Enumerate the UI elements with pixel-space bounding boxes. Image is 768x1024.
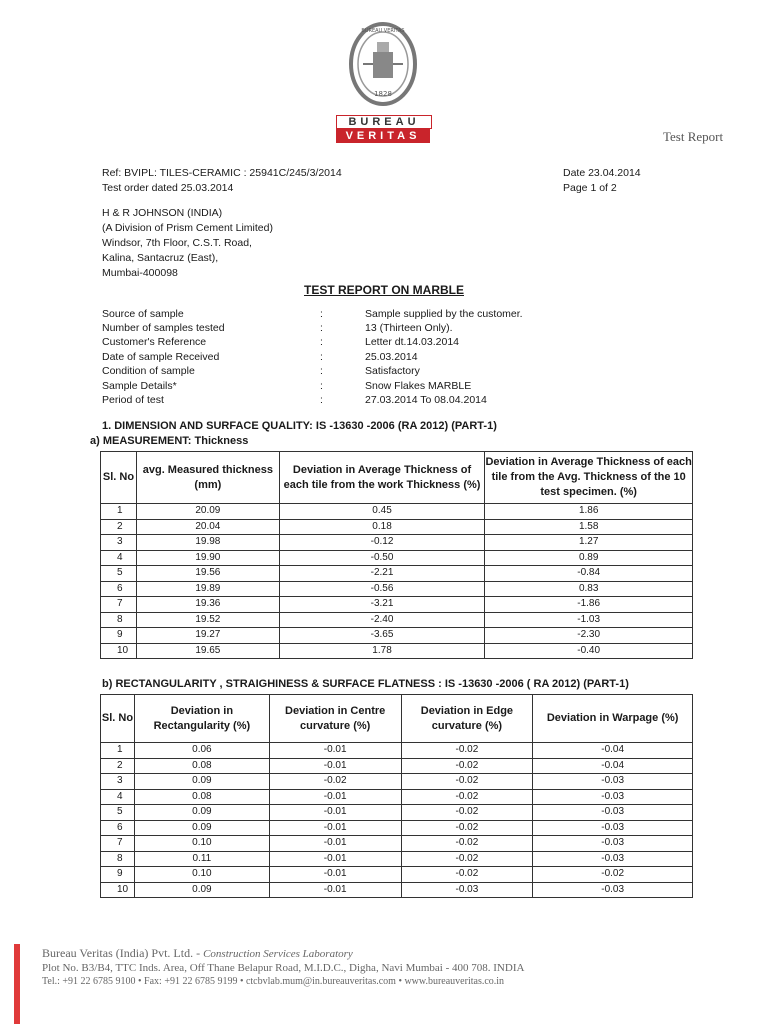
address-line: Windsor, 7th Floor, C.S.T. Road, (102, 237, 252, 249)
info-value: Satisfactory (365, 365, 420, 377)
cell: 20.09 (136, 504, 279, 520)
table-row (101, 612, 693, 628)
cell: 0.09 (134, 820, 269, 836)
cell: -0.02 (401, 805, 533, 821)
cell: -1.86 (485, 597, 693, 613)
cell: -0.03 (533, 882, 693, 898)
cell: 0.09 (134, 805, 269, 821)
info-value: Sample supplied by the customer. (365, 308, 523, 320)
cell: -2.30 (485, 628, 693, 644)
cell: 0.08 (134, 758, 269, 774)
info-label: Source of sample (102, 308, 184, 320)
cell: 1.86 (485, 504, 693, 520)
cell: 3 (101, 774, 135, 790)
cell: 0.10 (134, 836, 269, 852)
info-colon: : (320, 322, 323, 334)
col-header: Deviation in Rectangularity (%) (134, 695, 269, 743)
cell: -0.01 (269, 820, 401, 836)
table-row (101, 805, 693, 821)
table-row (101, 774, 693, 790)
cell: -0.01 (269, 867, 401, 883)
table-header-row (101, 695, 693, 743)
info-label: Customer's Reference (102, 336, 207, 348)
info-label: Sample Details* (102, 380, 177, 392)
cell: -0.01 (269, 789, 401, 805)
cell: -0.02 (401, 774, 533, 790)
cell: -2.21 (279, 566, 485, 582)
cell: -0.02 (401, 820, 533, 836)
cell: -0.12 (279, 535, 485, 551)
cell: 0.06 (134, 743, 269, 759)
cell: -0.56 (279, 581, 485, 597)
table-row (101, 504, 693, 520)
address-line: Kalina, Santacruz (East), (102, 252, 219, 264)
logo-word-veritas: VERITAS (336, 129, 430, 143)
cell: -0.50 (279, 550, 485, 566)
cell: 4 (101, 550, 137, 566)
cell: 0.45 (279, 504, 485, 520)
address-line: Mumbai-400098 (102, 267, 178, 279)
cell: 8 (101, 612, 137, 628)
cell: -0.02 (401, 743, 533, 759)
cell: 19.89 (136, 581, 279, 597)
footer-division: Construction Services Laboratory (203, 948, 353, 960)
info-colon: : (320, 336, 323, 348)
cell: 8 (101, 851, 135, 867)
col-header: Deviation in Average Thickness of each tile from the Avg. Thickness of the 10 test specimen. (%) (485, 452, 693, 504)
cell: -1.03 (485, 612, 693, 628)
thickness-table (100, 451, 693, 659)
cell: -2.40 (279, 612, 485, 628)
cell: -3.21 (279, 597, 485, 613)
cell: 7 (101, 597, 137, 613)
cell: -0.40 (485, 643, 693, 659)
cell: -0.02 (401, 789, 533, 805)
table-row (101, 789, 693, 805)
section-1a-heading: a) MEASUREMENT: Thickness (90, 435, 249, 447)
cell: -0.03 (401, 882, 533, 898)
cell: -0.02 (401, 867, 533, 883)
table-row (101, 566, 693, 582)
info-value: 25.03.2014 (365, 351, 418, 363)
cell: 0.09 (134, 774, 269, 790)
cell: -0.03 (533, 836, 693, 852)
test-report-tag: Test Report (663, 129, 724, 144)
info-label: Date of sample Received (102, 351, 220, 363)
cell: -0.03 (533, 820, 693, 836)
cell: -0.02 (269, 774, 401, 790)
test-order-date: Test order dated 25.03.2014 (102, 182, 234, 194)
cell: -0.01 (269, 836, 401, 852)
info-label: Period of test (102, 394, 164, 406)
info-label: Condition of sample (102, 365, 195, 377)
cell: -0.02 (401, 836, 533, 852)
cell: -0.02 (401, 758, 533, 774)
table-row (101, 851, 693, 867)
table-row (101, 882, 693, 898)
cell: 9 (101, 867, 135, 883)
cell: 3 (101, 535, 137, 551)
info-value: Letter dt.14.03.2014 (365, 336, 459, 348)
cell: -0.03 (533, 789, 693, 805)
cell: 2 (101, 519, 137, 535)
col-header: avg. Measured thickness (mm) (136, 452, 279, 504)
col-header: Deviation in Average Thickness of each tile from the work Thickness (%) (279, 452, 485, 504)
cell: 10 (101, 882, 135, 898)
info-colon: : (320, 308, 323, 320)
info-label: Number of samples tested (102, 322, 225, 334)
cell: 19.52 (136, 612, 279, 628)
cell: -0.01 (269, 743, 401, 759)
ref-number: Ref: BVIPL: TILES-CERAMIC : 25941C/245/3/2014 (102, 167, 342, 179)
bureau-veritas-logo (333, 20, 433, 145)
cell: 1.27 (485, 535, 693, 551)
cell: 9 (101, 628, 137, 644)
cell: 5 (101, 566, 137, 582)
cell: 19.27 (136, 628, 279, 644)
cell: 19.98 (136, 535, 279, 551)
cell: 0.89 (485, 550, 693, 566)
cell: 5 (101, 805, 135, 821)
footer-company: Bureau Veritas (India) Pvt. Ltd. - (42, 946, 204, 960)
table-row (101, 581, 693, 597)
table-row (101, 643, 693, 659)
table-row (101, 820, 693, 836)
table-header-row (101, 452, 693, 504)
info-colon: : (320, 394, 323, 406)
cell: 19.36 (136, 597, 279, 613)
section-1b-heading: b) RECTANGULARITY , STRAIGHINESS & SURFACE FLATNESS : IS -13630 -2006 ( RA 2012) (PART-1) (102, 678, 629, 690)
cell: 0.18 (279, 519, 485, 535)
address-line: (A Division of Prism Cement Limited) (102, 222, 273, 234)
rectangularity-table (100, 694, 693, 898)
col-header: Sl. No (101, 695, 135, 743)
section-1-heading: 1. DIMENSION AND SURFACE QUALITY: IS -13630 -2006 (RA 2012) (PART-1) (102, 420, 497, 432)
cell: -0.04 (533, 758, 693, 774)
cell: 0.10 (134, 867, 269, 883)
page-number: Page 1 of 2 (563, 182, 617, 194)
report-title-text: TEST REPORT ON MARBLE (303, 283, 464, 297)
table-row (101, 836, 693, 852)
footer-address: Plot No. B3/B4, TTC Inds. Area, Off Thane Belapur Road, M.I.D.C., Digha, Navi Mumbai - 400 708. INDIA (42, 962, 525, 974)
cell: 0.83 (485, 581, 693, 597)
cell: -0.04 (533, 743, 693, 759)
table-row (101, 867, 693, 883)
cell: 6 (101, 581, 137, 597)
cell: -3.65 (279, 628, 485, 644)
table-row (101, 743, 693, 759)
cell: 20.04 (136, 519, 279, 535)
cell: 1 (101, 504, 137, 520)
cell: 19.56 (136, 566, 279, 582)
col-header: Deviation in Centre curvature (%) (269, 695, 401, 743)
cell: 10 (101, 643, 137, 659)
cell: 1.58 (485, 519, 693, 535)
cell: 19.65 (136, 643, 279, 659)
report-title (0, 283, 768, 297)
cell: 0.11 (134, 851, 269, 867)
cell: -0.03 (533, 774, 693, 790)
cell: 7 (101, 836, 135, 852)
info-value: 13 (Thirteen Only). (365, 322, 453, 334)
address-line: H & R JOHNSON (INDIA) (102, 207, 223, 219)
cell: -0.01 (269, 805, 401, 821)
table-row (101, 628, 693, 644)
info-colon: : (320, 365, 323, 377)
cell: 19.90 (136, 550, 279, 566)
cell: -0.03 (533, 805, 693, 821)
info-colon: : (320, 380, 323, 392)
cell: 6 (101, 820, 135, 836)
svg-text:BUREAU VERITAS: BUREAU VERITAS (361, 28, 405, 34)
info-colon: : (320, 351, 323, 363)
ref-block (102, 166, 342, 196)
seal-icon (333, 20, 433, 110)
cell: 4 (101, 789, 135, 805)
table-row (101, 597, 693, 613)
info-value: Snow Flakes MARBLE (365, 380, 472, 392)
report-date: Date 23.04.2014 (563, 167, 641, 179)
cell: -0.01 (269, 851, 401, 867)
cell: 1 (101, 743, 135, 759)
date-block (563, 166, 641, 196)
table-row (101, 535, 693, 551)
col-header: Deviation in Edge curvature (%) (401, 695, 533, 743)
footer-company-line (42, 946, 353, 961)
footer-contact: Tel.: +91 22 6785 9100 • Fax: +91 22 6785 9199 • ctcbvlab.mum@in.bureauveritas.com • www.bureauveritas.co.in (42, 976, 505, 987)
cell: 1.78 (279, 643, 485, 659)
footer-accent-bar (14, 944, 20, 1024)
cell: -0.01 (269, 758, 401, 774)
cell: 0.09 (134, 882, 269, 898)
cell: -0.02 (401, 851, 533, 867)
col-header: Deviation in Warpage (%) (533, 695, 693, 743)
col-header: Sl. No (101, 452, 137, 504)
cell: 2 (101, 758, 135, 774)
cell: 0.08 (134, 789, 269, 805)
cell: -0.84 (485, 566, 693, 582)
logo-word-bureau: BUREAU (336, 115, 432, 129)
info-value: 27.03.2014 To 08.04.2014 (365, 394, 487, 406)
svg-text:1828: 1828 (374, 90, 392, 98)
address-block (102, 206, 273, 281)
cell: -0.02 (533, 867, 693, 883)
table-row (101, 519, 693, 535)
table-row (101, 758, 693, 774)
table-row (101, 550, 693, 566)
cell: -0.03 (533, 851, 693, 867)
cell: -0.01 (269, 882, 401, 898)
